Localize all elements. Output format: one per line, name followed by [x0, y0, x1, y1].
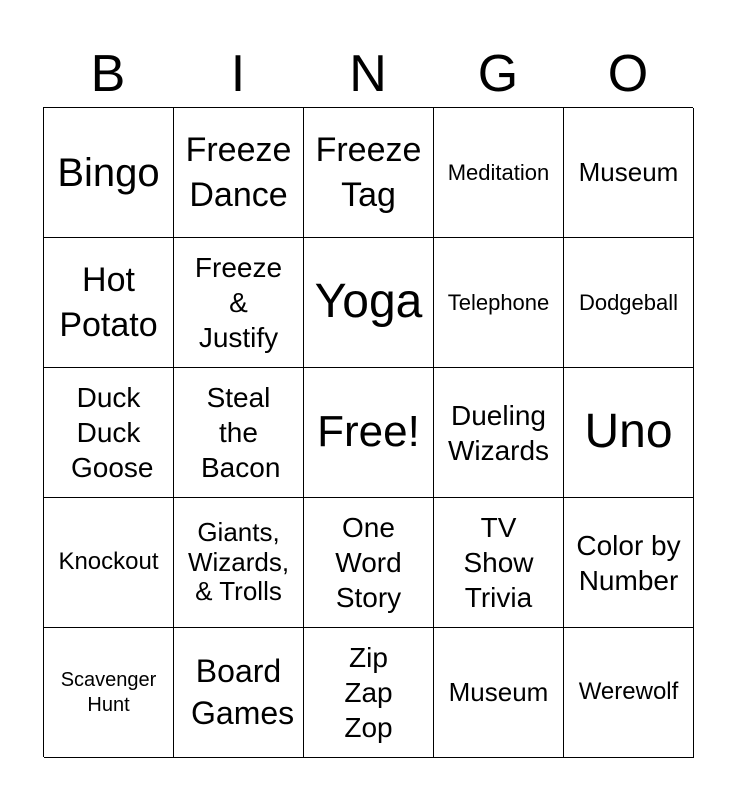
bingo-cell[interactable] — [304, 108, 434, 238]
bingo-cell[interactable] — [44, 628, 174, 758]
cell-label: Freeze Tag — [315, 131, 422, 214]
bingo-cell[interactable] — [304, 498, 434, 628]
header-letter-g: G — [477, 45, 519, 103]
cell-label: Knockout — [58, 548, 159, 576]
bingo-header — [43, 40, 693, 108]
bingo-card-grid — [43, 107, 693, 757]
cell-label: Board Games — [191, 652, 295, 731]
cell-label: Hot Potato — [59, 261, 158, 344]
bingo-cell[interactable] — [44, 238, 174, 368]
bingo-cell[interactable] — [44, 498, 174, 628]
cell-label: Duck Duck Goose — [71, 382, 154, 483]
bingo-cell[interactable] — [174, 238, 304, 368]
cell-label: Museum — [578, 156, 679, 187]
cell-label: Freeze Dance — [185, 131, 292, 214]
bingo-cell[interactable] — [564, 368, 694, 498]
cell-label: Werewolf — [578, 678, 679, 706]
bingo-cell[interactable] — [434, 498, 564, 628]
header-letter-i: I — [230, 45, 246, 103]
header-letter-b: B — [90, 45, 126, 103]
bingo-cell[interactable] — [44, 368, 174, 498]
cell-label: Free! — [317, 407, 420, 457]
cell-label: Dodgeball — [578, 289, 679, 315]
bingo-cell[interactable] — [304, 628, 434, 758]
bingo-cell[interactable] — [174, 368, 304, 498]
bingo-cell[interactable] — [564, 238, 694, 368]
cell-label: Giants, Wizards, & Trolls — [187, 516, 290, 607]
header-letter-o: O — [607, 45, 649, 103]
cell-label: Scavenger Hunt — [60, 668, 157, 716]
cell-label: Bingo — [57, 150, 160, 195]
cell-label: One Word Story — [335, 512, 402, 613]
bingo-cell[interactable] — [564, 498, 694, 628]
bingo-cell[interactable] — [434, 368, 564, 498]
cell-label: Zip Zap Zop — [344, 642, 393, 743]
cell-label: Museum — [448, 676, 549, 707]
bingo-cell[interactable] — [434, 108, 564, 238]
bingo-cell[interactable] — [304, 238, 434, 368]
bingo-cell[interactable] — [564, 108, 694, 238]
bingo-cell[interactable] — [434, 628, 564, 758]
bingo-cell[interactable] — [304, 368, 434, 498]
bingo-cell[interactable] — [174, 628, 304, 758]
bingo-cell[interactable] — [434, 238, 564, 368]
cell-label: Steal the Bacon — [201, 382, 281, 483]
cell-label: Freeze & Justify — [194, 252, 283, 353]
bingo-cell[interactable] — [174, 108, 304, 238]
cell-label: Meditation — [447, 159, 550, 185]
cell-label: Yoga — [314, 275, 423, 329]
bingo-cell[interactable] — [174, 498, 304, 628]
cell-label: Dueling Wizards — [447, 399, 550, 466]
bingo-cell[interactable] — [44, 108, 174, 238]
cell-label: Uno — [584, 405, 673, 459]
cell-label: Color by Number — [576, 529, 681, 596]
cell-label: TV Show Trivia — [463, 512, 534, 613]
bingo-cell[interactable] — [564, 628, 694, 758]
header-letter-n: N — [349, 45, 387, 103]
cell-label: Telephone — [447, 289, 550, 315]
